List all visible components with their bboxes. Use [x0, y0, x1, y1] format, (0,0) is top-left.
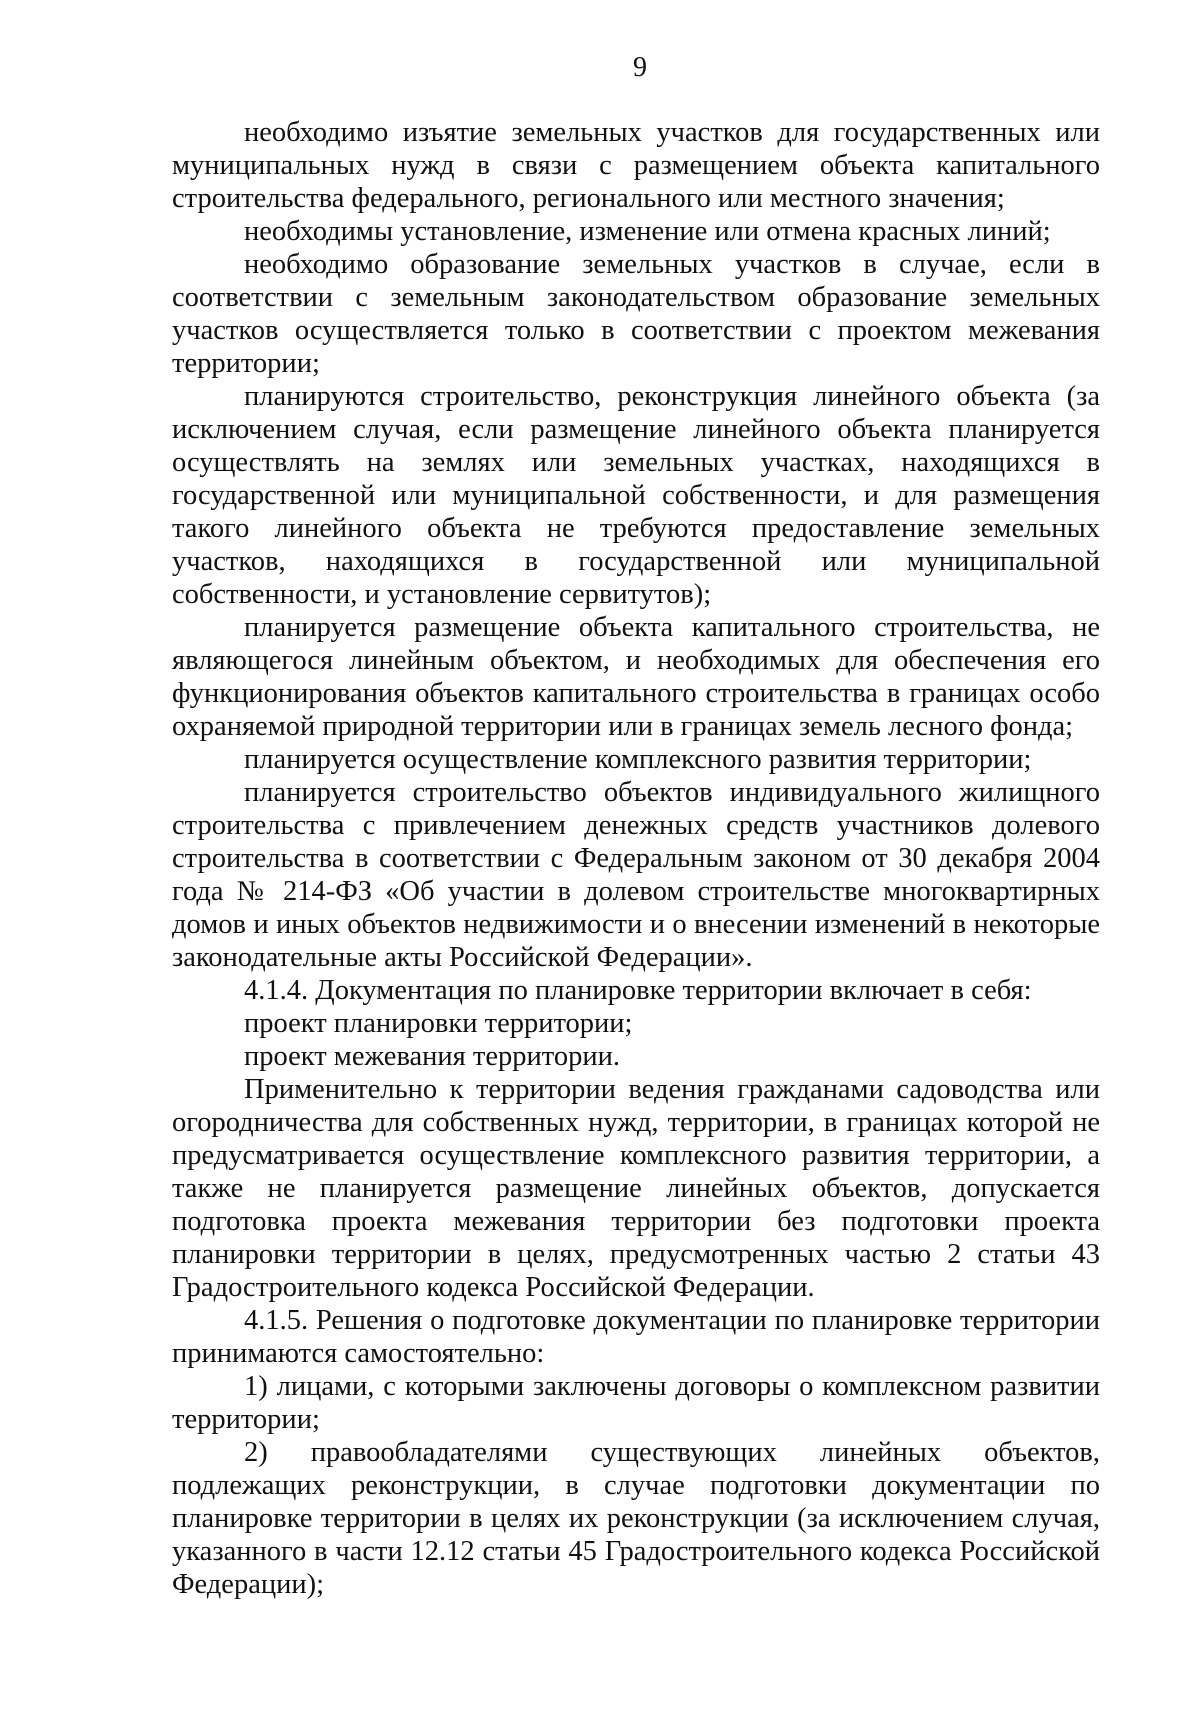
list-item: 1) лицами, с которыми заключены договоры о комплексном развитии территории;	[172, 1371, 1100, 1435]
paragraph: планируются строительство, реконструкция линейного объекта (за исключением случая, если размещение линейного объекта планируется осуществлять на землях или земельных участках, находящихся в государственной или муниципальной собственности, и для размещения такого линейного объекта не требуются предоставление земельных участков, находящихся в государственной или муниципальной собственности, и установление сервитутов);	[172, 381, 1100, 610]
paragraph: планируется строительство объектов индивидуального жилищного строительства с привлечением денежных средств участников долевого строительства в соответствии с Федеральным законом от 30 декабря 2004 года № 214-ФЗ «Об участии в долевом строительстве многоквартирных домов и иных объектов недвижимости и о внесении изменений в некоторые законодательные акты Российской Федерации».	[172, 777, 1100, 973]
paragraph: проект планировки территории;	[244, 1008, 633, 1039]
paragraph: Применительно к территории ведения гражданами садоводства или огородничества для собственных нужд, территории, в границах которой не предусматривается осуществление комплексного развития территории, а также не планируется размещение линейных объектов, допускается подготовка проекта межевания территории без подготовки проекта планировки территории в целях, предусмотренных частью 2 статьи 43 Градостроительного кодекса Российской Федерации.	[172, 1074, 1100, 1303]
page-number: 9	[633, 52, 647, 83]
section-heading-4-1-5: 4.1.5. Решения о подготовке документации по планировке территории принимаются самостоятельно:	[172, 1305, 1100, 1369]
section-heading-4-1-4: 4.1.4. Документация по планировке территории включает в себя:	[244, 975, 1032, 1006]
document-body	[172, 116, 1100, 1601]
paragraph: необходимо образование земельных участков в случае, если в соответствии с земельным законодательством образование земельных участков осуществляется только в соответствии с проектом межевания территории;	[172, 249, 1100, 379]
paragraph: необходимы установление, изменение или отмена красных линий;	[244, 216, 1051, 247]
paragraph: необходимо изъятие земельных участков для государственных или муниципальных нужд в связи с размещением объекта капитального строительства федерального, регионального или местного значения;	[172, 117, 1100, 214]
list-item: 2) правообладателями существующих линейных объектов, подлежащих реконструкции, в случае подготовки документации по планировке территории в целях их реконструкции (за исключением случая, указанного в части 12.12 статьи 45 Градостроительного кодекса Российской Федерации);	[172, 1437, 1100, 1600]
paragraph: планируется осуществление комплексного развития территории;	[244, 744, 1032, 775]
paragraph: проект межевания территории.	[244, 1041, 620, 1072]
paragraph: планируется размещение объекта капитального строительства, не являющегося линейным объектом, и необходимых для обеспечения его функционирования объектов капитального строительства в границах особо охраняемой природной территории или в границах земель лесного фонда;	[172, 612, 1100, 742]
